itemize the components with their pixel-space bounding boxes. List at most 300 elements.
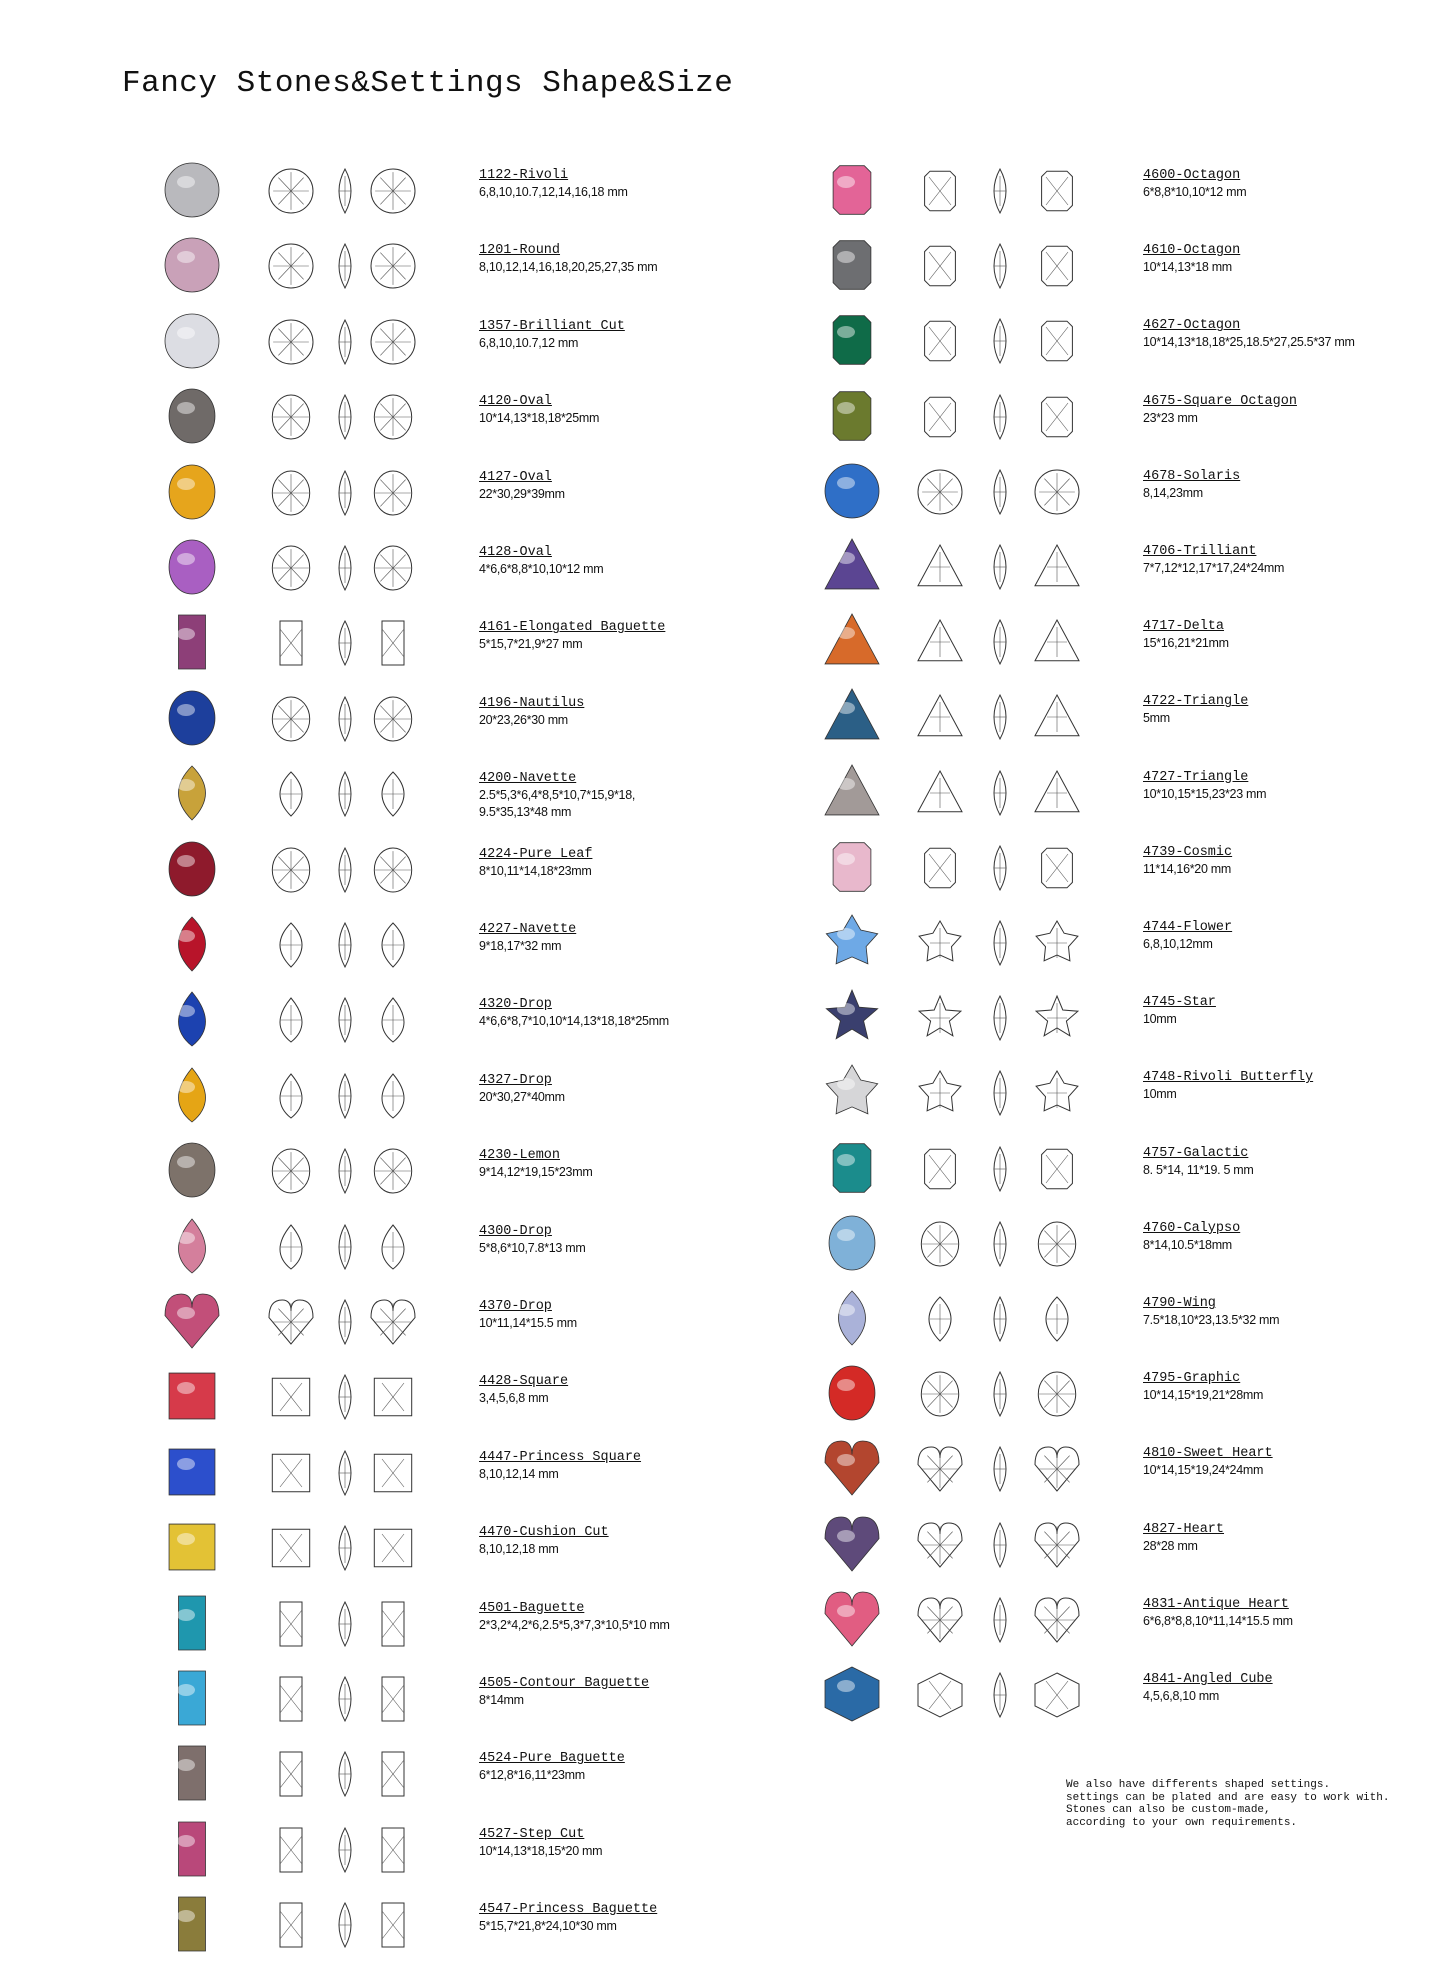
- back-view-svg: [368, 694, 418, 744]
- side-view-diagram: [330, 995, 360, 1050]
- stone-body: [179, 1219, 206, 1273]
- stone-highlight: [177, 855, 195, 867]
- facet-line: [940, 478, 953, 491]
- facet-line: [291, 342, 304, 355]
- top-view-diagram: [266, 1599, 316, 1654]
- side-view-svg: [330, 920, 360, 970]
- stone-highlight: [177, 1835, 195, 1847]
- back-view-svg: [1032, 1219, 1082, 1269]
- stone-photo: [162, 1894, 222, 1954]
- facet-line: [278, 870, 291, 883]
- stone-highlight: [837, 477, 855, 489]
- facet-line: [380, 328, 393, 341]
- stone-photo: [822, 1514, 882, 1574]
- facet-line: [278, 555, 291, 568]
- stone-body: [826, 1065, 877, 1114]
- stone-code: 4757-Galactic: [1143, 1145, 1249, 1161]
- stone-sizes: 6,8,10,10.7,12 mm: [479, 335, 579, 350]
- stone-highlight: [177, 553, 195, 565]
- top-view-svg: [915, 692, 965, 742]
- side-view-svg: [985, 692, 1015, 742]
- stone-photo: [162, 1442, 222, 1502]
- side-view-svg: [985, 843, 1015, 893]
- stone-body: [169, 1143, 215, 1197]
- back-view-diagram: [1032, 1219, 1082, 1274]
- side-view-svg: [330, 1448, 360, 1498]
- stone-body: [826, 990, 877, 1039]
- stone-image: [162, 160, 222, 220]
- side-view-diagram: [985, 166, 1015, 221]
- facet-line: [1057, 1456, 1070, 1469]
- top-view-svg: [266, 1674, 316, 1724]
- back-view-svg: [368, 317, 418, 367]
- stone-sizes: 8,10,12,18 mm: [479, 1542, 559, 1557]
- stone-image: [822, 1138, 882, 1198]
- stone-body: [169, 465, 215, 519]
- stone-code: 4760-Calypso: [1143, 1220, 1241, 1236]
- top-view-svg: [266, 995, 316, 1045]
- stone-image: [822, 1589, 882, 1649]
- facet-line: [927, 1606, 940, 1619]
- facet-line: [393, 870, 406, 883]
- stone-sizes: 20*23,26*30 mm: [479, 712, 568, 727]
- stone-sizes: 11*14,16*20 mm: [1143, 861, 1231, 876]
- top-view-diagram: [266, 1297, 316, 1352]
- stone-body: [826, 915, 877, 964]
- side-view-svg: [985, 617, 1015, 667]
- back-view-svg: [1032, 166, 1082, 216]
- stone-photo: [822, 837, 882, 897]
- back-view-diagram: [368, 1222, 418, 1277]
- top-view-svg: [915, 993, 965, 1043]
- back-view-diagram: [368, 468, 418, 523]
- side-view-svg: [330, 392, 360, 442]
- back-view-diagram: [1032, 918, 1082, 973]
- back-view-diagram: [368, 241, 418, 296]
- stone-image: [822, 235, 882, 295]
- side-view-svg: [985, 1369, 1015, 1419]
- top-view-svg: [266, 1825, 316, 1875]
- facet-line: [1057, 1394, 1070, 1407]
- side-view-svg: [985, 768, 1015, 818]
- back-view-svg: [368, 1825, 418, 1875]
- back-view-svg: [1032, 1520, 1082, 1570]
- top-view-diagram: [915, 542, 965, 597]
- top-view-diagram: [915, 1219, 965, 1274]
- stone-sizes: 10*14,13*18 mm: [1143, 260, 1232, 275]
- stone-image: [162, 311, 222, 371]
- top-view-svg: [266, 241, 316, 291]
- stone-sizes: 10*14,13*18,18*25,18.5*27,25.5*37 mm: [1143, 335, 1355, 350]
- stone-photo: [822, 310, 882, 370]
- facet-line: [940, 1381, 953, 1394]
- side-view-svg: [330, 241, 360, 291]
- stone-highlight: [177, 1156, 195, 1168]
- stone-body: [825, 1592, 879, 1646]
- back-view-svg: [368, 166, 418, 216]
- stone-sizes: 10*14,15*19,21*28mm: [1143, 1388, 1264, 1403]
- back-view-diagram: [1032, 1144, 1082, 1199]
- stone-code: 4678-Solaris: [1143, 468, 1241, 484]
- stone-sizes: 8,10,12,14 mm: [479, 1466, 559, 1481]
- facet-line: [393, 1158, 406, 1171]
- stone-image: [162, 1668, 222, 1728]
- stone-code: 4547-Princess Baguette: [479, 1902, 658, 1918]
- top-view-svg: [915, 1219, 965, 1269]
- back-view-diagram: [368, 1749, 418, 1804]
- top-view-diagram: [266, 1523, 316, 1578]
- stone-sizes: 8,10,12,14,16,18,20,25,27,35 mm: [479, 260, 658, 275]
- facet-line: [1044, 1620, 1057, 1633]
- facet-line: [940, 1620, 953, 1633]
- back-view-svg: [1032, 1444, 1082, 1494]
- stone-body: [169, 1449, 215, 1495]
- stone-sizes: 6,8,10,10.7,12,14,16,18 mm: [479, 185, 628, 199]
- top-view-diagram: [915, 993, 965, 1048]
- top-view-diagram: [915, 1670, 965, 1725]
- stone-code: 4300-Drop: [479, 1223, 552, 1239]
- facet-line: [291, 191, 304, 204]
- side-view-diagram: [330, 468, 360, 523]
- stone-code: 1357-Brilliant Cut: [479, 318, 625, 334]
- side-view-svg: [330, 1071, 360, 1121]
- facet-line: [380, 856, 393, 869]
- top-view-diagram: [915, 1144, 965, 1199]
- stone-photo: [162, 1593, 222, 1653]
- top-view-diagram: [915, 166, 965, 221]
- facet-line: [291, 1322, 304, 1335]
- stone-body: [169, 842, 215, 896]
- stone-image: [822, 1062, 882, 1122]
- facet-line: [278, 705, 291, 718]
- stone-sizes: 9*18,17*32 mm: [479, 939, 562, 953]
- back-view-diagram: [1032, 316, 1082, 371]
- stone-highlight: [837, 1003, 855, 1015]
- stone-body: [165, 314, 219, 368]
- back-view-diagram: [1032, 1670, 1082, 1725]
- side-view-svg: [985, 1595, 1015, 1645]
- top-view-diagram: [266, 1372, 316, 1427]
- top-view-svg: [266, 1599, 316, 1649]
- stone-photo: [162, 1291, 222, 1351]
- stone-image: [822, 536, 882, 596]
- side-view-svg: [985, 918, 1015, 968]
- stone-highlight: [177, 478, 195, 490]
- stone-photo: [822, 1062, 882, 1122]
- stone-sizes: 9*14,12*19,15*23mm: [479, 1165, 593, 1180]
- stone-photo: [162, 386, 222, 446]
- top-view-diagram: [266, 694, 316, 749]
- facet-line: [278, 342, 291, 355]
- facet-line: [278, 178, 291, 191]
- stone-photo: [822, 461, 882, 521]
- back-view-diagram: [1032, 166, 1082, 221]
- top-view-svg: [915, 392, 965, 442]
- stone-photo: [822, 536, 882, 596]
- stone-photo: [822, 1363, 882, 1423]
- stone-image: [822, 1438, 882, 1498]
- stone-highlight: [177, 1232, 195, 1244]
- side-view-svg: [330, 618, 360, 668]
- stone-highlight: [177, 1684, 195, 1696]
- stone-highlight: [837, 928, 855, 940]
- top-view-svg: [266, 1523, 316, 1573]
- facet-line: [291, 253, 304, 266]
- top-view-svg: [915, 1444, 965, 1494]
- top-view-diagram: [266, 1071, 316, 1126]
- stone-highlight: [177, 1382, 195, 1394]
- stone-photo: [162, 160, 222, 220]
- top-view-diagram: [266, 1749, 316, 1804]
- facet-line: [291, 870, 304, 883]
- back-view-diagram: [368, 1146, 418, 1201]
- top-view-svg: [266, 392, 316, 442]
- side-view-svg: [330, 468, 360, 518]
- facet-line: [278, 856, 291, 869]
- top-view-diagram: [915, 617, 965, 672]
- stone-sizes: 20*30,27*40mm: [479, 1089, 565, 1104]
- stone-body: [829, 1216, 875, 1270]
- stone-body: [825, 464, 879, 518]
- back-view-svg: [368, 845, 418, 895]
- stone-sizes: 10*11,14*15.5 mm: [479, 1316, 577, 1330]
- stone-body: [825, 539, 879, 589]
- stone-photo: [822, 1288, 882, 1348]
- facet-line: [380, 719, 393, 732]
- facet-line: [393, 191, 406, 204]
- stone-image: [162, 462, 222, 522]
- stone-image: [822, 461, 882, 521]
- facet-line: [380, 568, 393, 581]
- stone-image: [162, 1442, 222, 1502]
- top-view-svg: [266, 468, 316, 518]
- back-view-diagram: [368, 1071, 418, 1126]
- stone-body: [825, 1441, 879, 1495]
- facet-line: [1044, 1456, 1057, 1469]
- stone-body: [179, 1671, 206, 1725]
- stone-body: [833, 241, 871, 290]
- top-view-diagram: [266, 1825, 316, 1880]
- side-view-svg: [985, 467, 1015, 517]
- side-view-diagram: [330, 543, 360, 598]
- stone-sizes: 23*23 mm: [1143, 410, 1198, 425]
- back-view-diagram: [1032, 1444, 1082, 1499]
- stone-body: [825, 614, 879, 664]
- side-view-diagram: [330, 769, 360, 824]
- stone-image: [162, 688, 222, 748]
- back-view-svg: [1032, 918, 1082, 968]
- back-view-svg: [368, 995, 418, 1045]
- facet-line: [278, 191, 291, 204]
- stone-image: [162, 1743, 222, 1803]
- facet-line: [927, 1244, 940, 1257]
- stone-highlight: [837, 1379, 855, 1391]
- side-view-diagram: [985, 918, 1015, 973]
- facet-line: [278, 404, 291, 417]
- side-view-diagram: [330, 1297, 360, 1352]
- top-view-svg: [915, 918, 965, 968]
- stone-sizes: 4*6,6*8,7*10,10*14,13*18,18*25mm: [479, 1014, 669, 1029]
- facet-line: [927, 492, 940, 505]
- stone-sizes-continued: 9.5*35,13*48 mm: [479, 805, 572, 820]
- back-view-diagram: [1032, 542, 1082, 597]
- stone-highlight: [177, 1458, 195, 1470]
- side-view-diagram: [330, 1071, 360, 1126]
- facet-line: [380, 493, 393, 506]
- top-view-svg: [915, 617, 965, 667]
- back-view-diagram: [368, 1372, 418, 1427]
- stone-code: 4739-Cosmic: [1143, 844, 1233, 860]
- stone-highlight: [177, 779, 195, 791]
- stone-image: [822, 386, 882, 446]
- top-view-diagram: [266, 1674, 316, 1729]
- side-view-diagram: [985, 617, 1015, 672]
- facet-line: [1057, 492, 1070, 505]
- facet-line: [291, 417, 304, 430]
- stone-highlight: [837, 778, 855, 790]
- stone-sizes: 2*3,2*4,2*6,2.5*5,3*7,3*10,5*10 mm: [479, 1617, 670, 1632]
- facet-line: [393, 178, 406, 191]
- side-view-diagram: [985, 993, 1015, 1048]
- top-view-svg: [915, 166, 965, 216]
- facet-line: [291, 719, 304, 732]
- top-view-diagram: [915, 1520, 965, 1575]
- back-view-svg: [368, 1222, 418, 1272]
- facet-line: [380, 705, 393, 718]
- stone-highlight: [177, 1910, 195, 1922]
- facet-line: [291, 856, 304, 869]
- facet-line: [927, 1469, 940, 1482]
- top-view-svg: [266, 1297, 316, 1347]
- facet-line: [393, 328, 406, 341]
- top-view-svg: [266, 845, 316, 895]
- stone-code: 4748-Rivoli Butterfly: [1143, 1070, 1314, 1086]
- stone-photo: [822, 611, 882, 671]
- stone-code: 4727-Triangle: [1143, 769, 1249, 785]
- stone-image: [162, 914, 222, 974]
- facet-line: [1044, 1606, 1057, 1619]
- top-view-diagram: [915, 1294, 965, 1349]
- stone-photo: [822, 912, 882, 972]
- back-view-diagram: [368, 543, 418, 598]
- side-view-diagram: [330, 241, 360, 296]
- back-view-diagram: [1032, 1520, 1082, 1575]
- stone-code: 4200-Navette: [479, 771, 577, 787]
- stone-body: [825, 1667, 879, 1721]
- stone-highlight: [837, 326, 855, 338]
- stone-sizes: 7.5*18,10*23,13.5*32 mm: [1143, 1313, 1280, 1327]
- footer-note: We also have differents shaped settings. settings can be plated and are easy to work with. Stones can also be custom-made, according to your own requirements.: [1066, 1779, 1390, 1829]
- top-view-svg: [266, 1448, 316, 1498]
- stone-sizes: 10*14,15*19,24*24mm: [1143, 1463, 1264, 1478]
- top-view-diagram: [915, 768, 965, 823]
- stone-image: [822, 1213, 882, 1273]
- stone-highlight: [837, 402, 855, 414]
- stone-image: [162, 235, 222, 295]
- facet-line: [940, 1230, 953, 1243]
- top-view-diagram: [266, 1900, 316, 1955]
- facet-line: [940, 1545, 953, 1558]
- stone-photo: [162, 537, 222, 597]
- top-view-svg: [915, 1294, 965, 1344]
- back-view-svg: [368, 241, 418, 291]
- side-view-diagram: [985, 1144, 1015, 1199]
- side-view-diagram: [330, 1372, 360, 1427]
- side-view-diagram: [330, 1448, 360, 1503]
- stone-code: 4627-Octagon: [1143, 318, 1241, 334]
- top-view-svg: [915, 1520, 965, 1570]
- stone-body: [179, 992, 206, 1046]
- stone-photo: [822, 1138, 882, 1198]
- stone-body: [169, 389, 215, 443]
- back-view-diagram: [1032, 768, 1082, 823]
- facet-line: [393, 404, 406, 417]
- top-view-diagram: [266, 769, 316, 824]
- stone-sizes: 4*6,6*8,8*10,10*12 mm: [479, 562, 604, 576]
- stone-code: 4527-Step Cut: [479, 1826, 585, 1842]
- stone-code: 4744-Flower: [1143, 920, 1233, 935]
- back-view-svg: [1032, 993, 1082, 1043]
- back-view-svg: [368, 1297, 418, 1347]
- facet-line: [1044, 1469, 1057, 1482]
- back-view-svg: [368, 1448, 418, 1498]
- stone-highlight: [177, 251, 195, 263]
- stone-photo: [162, 914, 222, 974]
- stone-photo: [162, 1743, 222, 1803]
- stone-photo: [162, 1216, 222, 1276]
- back-view-svg: [1032, 316, 1082, 366]
- top-view-svg: [266, 694, 316, 744]
- stone-image: [162, 989, 222, 1049]
- side-view-diagram: [330, 317, 360, 372]
- back-view-diagram: [368, 1523, 418, 1578]
- stone-photo: [162, 462, 222, 522]
- stone-sizes: 6*6,8*8,8,10*11,14*15.5 mm: [1143, 1613, 1293, 1628]
- facet-line: [927, 1456, 940, 1469]
- facet-line: [940, 1244, 953, 1257]
- side-view-diagram: [985, 1068, 1015, 1123]
- side-view-svg: [330, 1599, 360, 1649]
- back-view-diagram: [1032, 1068, 1082, 1123]
- stone-image: [822, 1664, 882, 1724]
- back-view-diagram: [1032, 467, 1082, 522]
- facet-line: [1057, 1606, 1070, 1619]
- stone-sizes: 28*28 mm: [1143, 1538, 1198, 1553]
- side-view-svg: [985, 1294, 1015, 1344]
- stone-highlight: [177, 1307, 195, 1319]
- back-view-diagram: [1032, 392, 1082, 447]
- top-view-svg: [266, 317, 316, 367]
- side-view-diagram: [330, 1523, 360, 1578]
- back-view-diagram: [1032, 1294, 1082, 1349]
- stone-highlight: [177, 1533, 195, 1545]
- facet-line: [291, 479, 304, 492]
- back-view-diagram: [1032, 617, 1082, 672]
- back-view-svg: [368, 468, 418, 518]
- stone-image: [822, 987, 882, 1047]
- side-view-diagram: [985, 1444, 1015, 1499]
- side-view-diagram: [985, 542, 1015, 597]
- stone-sizes: 8*14mm: [479, 1693, 524, 1707]
- facet-line: [1044, 1244, 1057, 1257]
- facet-line: [291, 178, 304, 191]
- stone-body: [825, 689, 879, 739]
- stone-highlight: [837, 1154, 855, 1166]
- stone-body: [179, 1596, 206, 1650]
- stone-image: [162, 1291, 222, 1351]
- facet-line: [393, 1171, 406, 1184]
- facet-line: [380, 404, 393, 417]
